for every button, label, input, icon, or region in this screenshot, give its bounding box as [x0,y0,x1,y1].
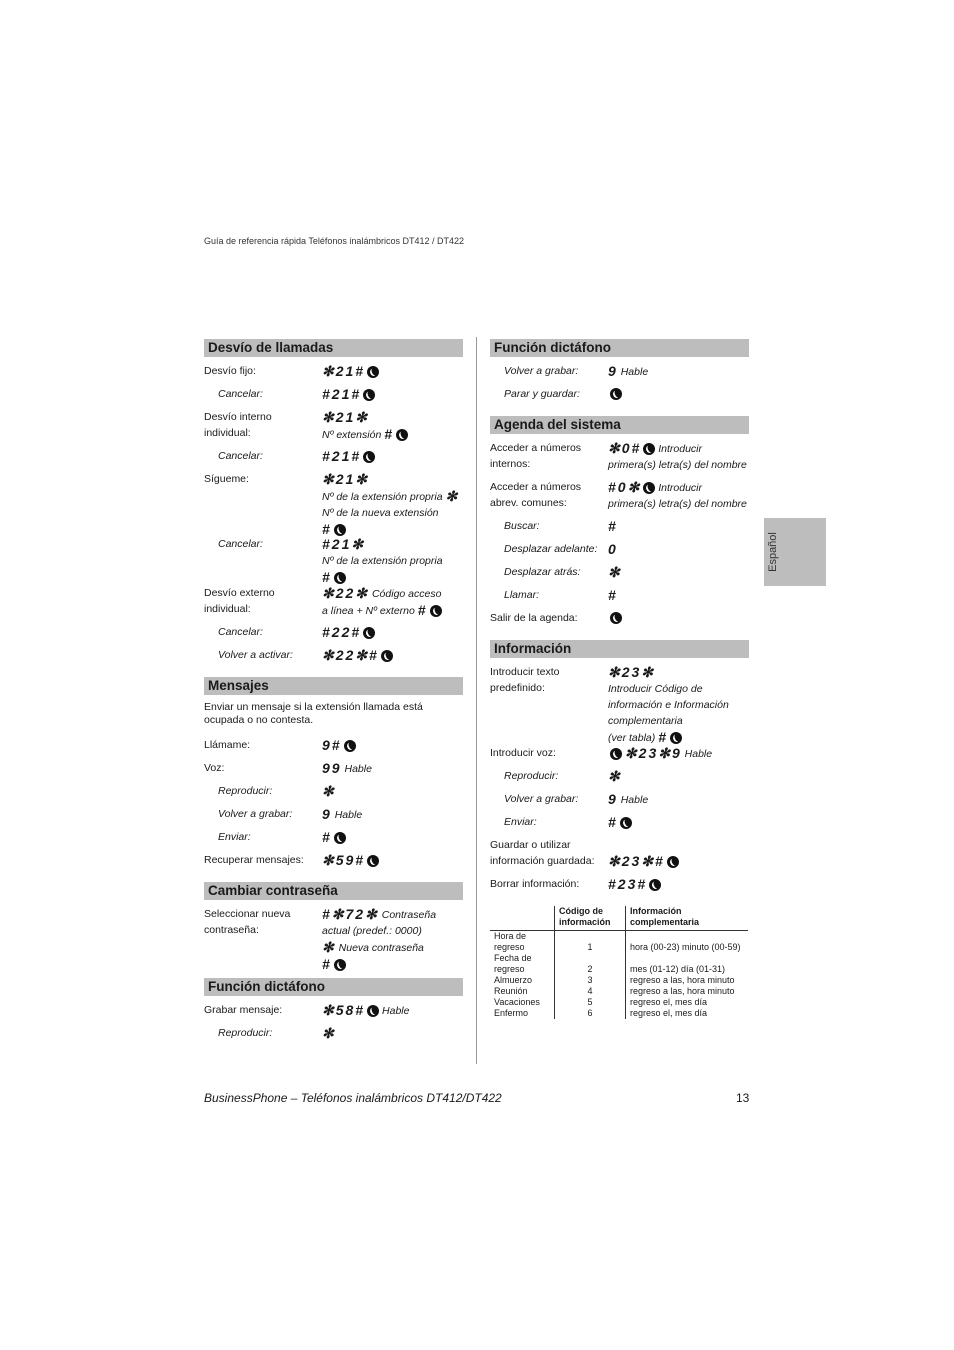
key-code: # [608,587,618,603]
phone-icon [396,429,408,441]
table-cell: 5 [555,997,626,1008]
instruction: primera(s) letra(s) del nombre [608,459,747,471]
instruction: Hable [620,794,649,806]
section-mensajes [204,677,463,868]
key-code: ✻22✻# [322,647,379,663]
table-cell: regreso a las, hora minuto [630,986,735,996]
phone-icon [367,1005,379,1017]
row-label: contraseña: [204,924,259,936]
key-code: #21# [322,448,362,464]
table-cell: Hora de regreso [490,931,555,954]
row-cancelar [204,386,463,402]
row-parar [490,386,749,402]
key-code: #0✻ [608,479,642,495]
phone-icon [363,451,375,463]
row-label: Desplazar adelante: [504,543,598,555]
row-atras [490,564,749,580]
row-label: información guardada: [490,855,595,867]
table-cell: 4 [555,986,626,997]
instruction: (ver tabla) [608,732,656,744]
row-volver-grabar [490,363,749,379]
row-desvio-externo [204,585,463,617]
key-code: ✻23✻ [608,664,656,680]
row-label: Desvío interno [204,411,272,423]
key-code: # [322,521,332,537]
row-grabar [204,1002,463,1018]
key-code: ✻ [322,1025,336,1041]
table-row [490,975,748,986]
key-code: ✻22✻ [322,585,370,601]
section-title: Cambiar contraseña [204,882,463,900]
row-label: Llamar: [504,589,540,601]
instruction: Hable [382,1005,410,1017]
row-volver-grabar [204,806,463,822]
phone-icon [334,572,346,584]
table-cell: Vacaciones [490,997,555,1008]
table-cell: 1 [555,931,626,954]
row-desvio-fijo [204,363,463,379]
table-cell: hora (00-23) minuto (00-59) [630,942,741,952]
key-code: # [384,426,395,442]
row-cancelar [204,448,463,464]
row-label: Desvío fijo: [204,365,256,377]
table-cell: 6 [555,1008,626,1019]
phone-icon [649,879,661,891]
key-code: ✻21# [322,363,366,379]
key-code: ✻ [608,564,622,580]
phone-icon [344,740,356,752]
row-label: Cancelar: [218,388,263,400]
phone-icon [334,959,346,971]
left-column [204,339,463,1055]
row-label: Seleccionar nueva [204,908,291,920]
row-label: Cancelar: [218,450,263,462]
section-title: Función dictáfono [204,978,463,996]
table-cell: regreso el, mes día [630,997,708,1007]
key-code: ✻23✻9 [624,745,682,761]
instruction: Hable [334,809,363,821]
row-texto [490,664,749,745]
row-label: individual: [204,603,251,615]
table-row [490,953,748,975]
phone-icon [667,856,679,868]
instruction: Contraseña [381,909,437,921]
row-volver-activar [204,647,463,663]
phone-icon [381,650,393,662]
instruction: Nº de la nueva extensión [322,507,439,519]
phone-icon [430,605,442,617]
table-cell: 3 [555,975,626,986]
section-title: Mensajes [204,677,463,695]
table-cell: regreso el, mes día [630,1008,708,1018]
row-adelante [490,541,749,557]
key-code: # [322,569,332,585]
row-label: Reproducir: [218,1027,273,1039]
key-code: 9# [322,737,342,753]
table-cell: Fecha de regreso [490,953,555,975]
key-code: ✻ [322,783,336,799]
key-code: ✻0# [608,440,642,456]
section-title: Agenda del sistema [490,416,749,434]
row-contrasena [204,906,463,972]
row-reproducir [490,768,749,784]
row-enviar [490,814,749,830]
key-code: #✻72✻ [322,906,379,922]
info-table [490,906,748,1019]
row-label: Buscar: [504,520,540,532]
row-label: Borrar información: [490,878,580,890]
key-code: ✻21✻ [322,471,370,487]
key-code: 0 [608,541,618,557]
phone-icon [610,388,622,400]
section-title: Información [490,640,749,658]
table-cell: regreso a las, hora minuto [630,975,735,985]
phone-icon [670,732,682,744]
instruction: Nº de la extensión propria [322,491,443,503]
section-dictafono-right [490,339,749,402]
section-dictafono-left [204,978,463,1041]
right-column [490,339,749,1033]
language-tab-label: Español [767,532,779,572]
row-llamame [204,737,463,753]
row-label: internos: [490,458,531,470]
table-row [490,986,748,997]
table-cell: Reunión [490,986,555,997]
row-label: Sígueme: [204,473,249,485]
instruction: primera(s) letra(s) del nombre [608,498,747,510]
key-code: # [417,602,428,618]
instruction: Hable [620,366,649,378]
row-reproducir [204,1025,463,1041]
row-label: Cancelar: [218,538,263,550]
table-cell: Almuerzo [490,975,555,986]
key-code: 9 [608,363,618,379]
language-tab [764,518,826,586]
key-code: ✻59# [322,852,366,868]
page-number: 13 [736,1091,750,1105]
instruction: Código acceso [371,588,442,600]
row-label: Llámame: [204,739,251,751]
key-code: #21✻ [322,536,366,552]
section-desvio [204,339,463,663]
phone-icon [334,832,346,844]
row-label: Recuperar mensajes: [204,854,304,866]
instruction: actual (predef.: 0000) [322,925,422,937]
section-title: Desvío de llamadas [204,339,463,357]
phone-icon [643,482,655,494]
key-code: 99 [322,760,342,776]
instruction: a línea + Nº externo [322,605,415,617]
table-cell: 2 [555,953,626,975]
row-label: Acceder a números [490,442,582,454]
instruction: Introducir [658,482,703,494]
row-label: Salir de la agenda: [490,612,578,624]
key-code: # [322,956,332,972]
row-label: Enviar: [504,816,537,828]
phone-icon [620,817,632,829]
footer-title: BusinessPhone – Teléfonos inalámbricos DT412/DT422 [204,1091,502,1105]
instruction: Introducir [658,443,703,455]
column-divider [476,337,477,1064]
page-header: Guía de referencia rápida Teléfonos inalámbricos DT412 / DT422 [204,236,464,246]
phone-icon [610,612,622,624]
key-code: 9 [608,791,618,807]
section-agenda [490,416,749,626]
row-cancelar-externo [204,624,463,640]
phone-icon [363,389,375,401]
key-code: ✻23✻# [608,853,665,869]
table-header: Información complementaria [626,906,749,931]
row-reproducir [204,783,463,799]
row-label: Introducir voz: [490,747,556,759]
key-code: ✻21✻ [322,409,370,425]
instruction: Nueva contraseña [338,942,424,954]
row-cancelar-sigueme [204,536,463,585]
section-title: Función dictáfono [490,339,749,357]
key-code: # [658,729,668,745]
row-borrar [490,876,749,892]
row-label: Reproducir: [218,785,273,797]
table-row [490,1008,748,1019]
row-enviar [204,829,463,845]
row-label: predefinido: [490,682,545,694]
key-code: #21# [322,386,362,402]
key-code: #22# [322,624,362,640]
table-header [490,906,555,931]
key-code: # [608,814,618,830]
key-code: 9 [322,806,332,822]
section-contrasena [204,882,463,972]
row-label: Desplazar atrás: [504,566,581,578]
phone-icon [334,524,346,536]
row-abrev [490,479,749,511]
phone-icon [367,366,379,378]
table-header: Código de información [555,906,626,931]
row-label: Volver a grabar: [504,365,579,377]
table-row [490,931,748,954]
instruction: complementaria [608,715,683,727]
row-label: Desvío externo [204,587,275,599]
phone-icon [610,748,622,760]
phone-icon [367,855,379,867]
table-cell: Enfermo [490,1008,555,1019]
key-code: ✻ [445,488,460,504]
key-code: ✻ [608,768,622,784]
row-label: Volver a grabar: [504,793,579,805]
row-label: individual: [204,427,251,439]
row-llamar [490,587,749,603]
row-label: Volver a grabar: [218,808,293,820]
row-label: Grabar mensaje: [204,1004,283,1016]
instruction: información e Información [608,699,729,711]
row-label: Volver a activar: [218,649,293,661]
table-header-row [490,906,748,931]
instruction: Hable [344,763,372,775]
section-informacion [490,640,749,1019]
row-internos [490,440,749,472]
row-guardar [490,837,749,869]
key-code: # [608,518,618,534]
row-volver-grabar [490,791,749,807]
table-row [490,997,748,1008]
key-code: ✻ [322,939,336,955]
instruction: Nº extensión [322,429,382,441]
row-label: Reproducir: [504,770,559,782]
key-code: ✻58# [322,1002,366,1018]
row-sigueme [204,471,463,537]
row-label: Parar y guardar: [504,388,580,400]
row-label: Acceder a números [490,481,582,493]
table-cell: mes (01-12) día (01-31) [630,964,726,974]
row-label: abrev. comunes: [490,497,567,509]
phone-icon [643,443,655,455]
row-buscar [490,518,749,534]
row-desvio-interno [204,409,463,441]
key-code: # [322,829,332,845]
row-label: Enviar: [218,831,251,843]
instruction: Introducir Código de [608,683,703,695]
row-voz [490,745,749,761]
row-label: Guardar o utilizar [490,839,571,851]
instruction: Nº de la extensión propria [322,555,443,567]
row-label: Cancelar: [218,626,263,638]
section-note: Enviar un mensaje si la extensión llamada está ocupada o no contesta. [204,701,423,726]
row-salir [490,610,749,626]
key-code: #23# [608,876,648,892]
row-voz [204,760,463,776]
row-label: Introducir texto [490,666,560,678]
instruction: Hable [684,748,713,760]
phone-icon [363,627,375,639]
row-label: Voz: [204,762,225,774]
row-recuperar [204,852,463,868]
